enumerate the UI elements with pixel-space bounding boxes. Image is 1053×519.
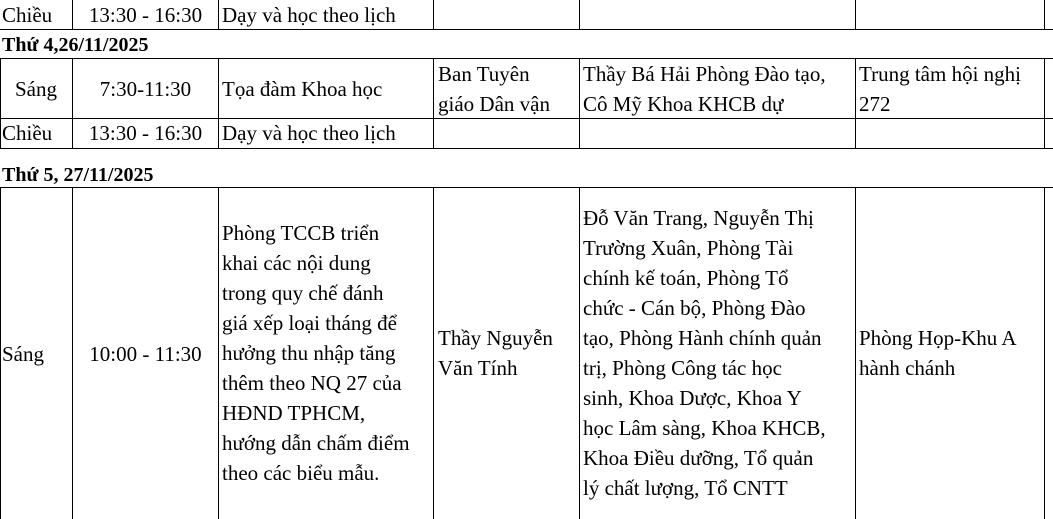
grid-line — [579, 187, 580, 519]
grid-line — [433, 187, 434, 519]
location-cell-line: Phòng Họp-Khu A — [859, 326, 1017, 350]
grid-line — [855, 58, 856, 148]
host-cell-line: giáo Dân vận — [438, 92, 550, 116]
grid-line — [579, 0, 580, 29]
host-cell-line: Thầy Nguyễn — [438, 326, 553, 350]
content-cell-line: HĐND TPHCM, — [222, 401, 366, 425]
session-cell: Sáng — [15, 77, 57, 101]
participants-cell-line: sinh, Khoa Dược, Khoa Y — [583, 386, 802, 410]
grid-line — [855, 0, 856, 29]
grid-line — [218, 187, 219, 519]
grid-line — [1044, 187, 1045, 519]
participants-cell-line: học Lâm sàng, Khoa KHCB, — [583, 416, 826, 440]
session-cell: Chiều — [2, 121, 53, 145]
host-cell-line: Văn Tính — [438, 356, 518, 380]
content-cell-line: theo các biểu mẫu. — [222, 461, 380, 485]
content-cell-line: giá xếp loại tháng để — [222, 311, 397, 335]
time-cell: 10:00 - 11:30 — [89, 342, 202, 366]
grid-line — [855, 187, 856, 519]
location-cell-line: hành chánh — [859, 356, 956, 380]
grid-line — [218, 0, 219, 29]
content-cell-line: Phòng TCCB triển — [222, 221, 380, 245]
grid-line — [1044, 0, 1045, 29]
participants-cell-line: trị, Phòng Công tác học — [583, 356, 782, 380]
participants-cell-line: tạo, Phòng Hành chính quản — [583, 326, 822, 350]
location-cell-line: Trung tâm hội nghị — [859, 62, 1021, 86]
day-heading: Thứ 4,26/11/2025 — [2, 34, 149, 56]
content-cell-line: hướng dẫn chấm điểm — [222, 431, 410, 455]
participants-cell-line: Thầy Bá Hải Phòng Đào tạo, — [583, 62, 826, 86]
location-cell-line: 272 — [859, 92, 891, 116]
content-cell: Dạy và học theo lịch — [222, 3, 396, 27]
participants-cell-line: Cô Mỹ Khoa KHCB dự — [583, 92, 784, 116]
participants-cell-line: lý chất lượng, Tổ CNTT — [583, 476, 788, 500]
row-divider — [0, 148, 1053, 149]
time-cell: 7:30-11:30 — [99, 77, 192, 101]
content-cell-line: hưởng thu nhập tăng — [222, 341, 396, 365]
grid-line — [579, 58, 580, 148]
grid-line — [0, 187, 1, 519]
grid-line — [218, 58, 219, 148]
content-cell: Dạy và học theo lịch — [222, 121, 396, 145]
content-cell: Tọa đàm Khoa học — [222, 77, 383, 101]
host-cell-line: Ban Tuyên — [438, 62, 530, 86]
row-divider — [0, 29, 1053, 30]
participants-cell-line: chính kế toán, Phòng Tổ — [583, 266, 789, 290]
participants-cell-line: Trường Xuân, Phòng Tài — [583, 236, 794, 260]
day-heading: Thứ 5, 27/11/2025 — [2, 164, 154, 186]
time-cell: 13:30 - 16:30 — [88, 121, 203, 145]
session-cell: Sáng — [2, 342, 44, 366]
content-cell-line: khai các nội dung — [222, 251, 371, 275]
participants-cell-line: Đỗ Văn Trang, Nguyễn Thị — [583, 206, 814, 230]
session-cell: Chiều — [2, 3, 53, 27]
grid-line — [433, 0, 434, 29]
participants-cell-line: chức - Cán bộ, Phòng Đào — [583, 296, 806, 320]
participants-cell-line: Khoa Điều dưỡng, Tổ quản — [583, 446, 814, 470]
time-cell: 13:30 - 16:30 — [88, 3, 203, 27]
row-divider — [0, 187, 1053, 188]
grid-line — [1044, 58, 1045, 148]
grid-line — [433, 58, 434, 148]
content-cell-line: thêm theo NQ 27 của — [222, 371, 402, 395]
content-cell-line: trong quy chế đánh — [222, 281, 384, 305]
